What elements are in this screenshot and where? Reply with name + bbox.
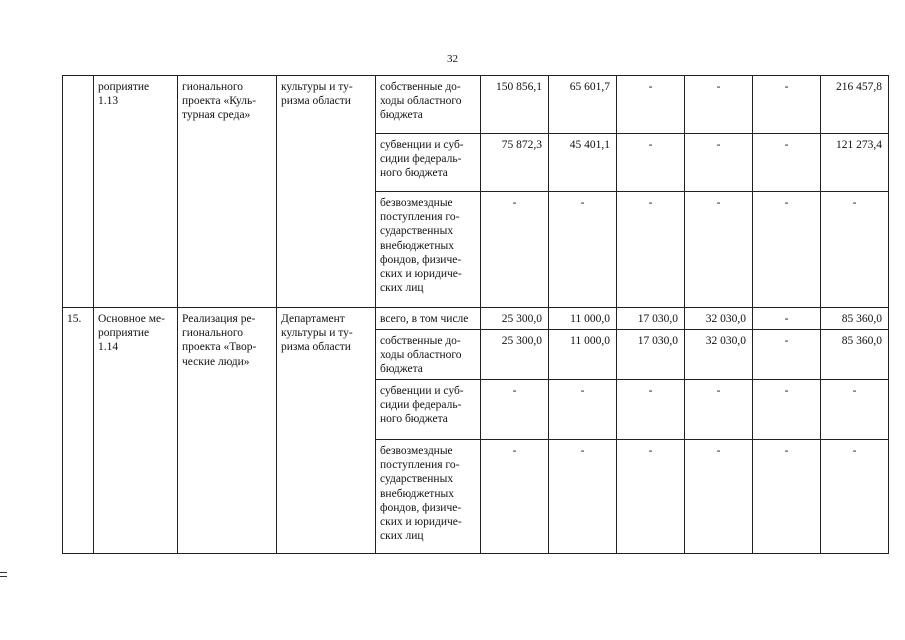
year-value-cell: -: [617, 134, 685, 192]
year-value-cell: -: [617, 192, 685, 308]
year-value-cell: -: [481, 192, 549, 308]
page-number: 32: [447, 53, 458, 65]
table-row: [63, 308, 889, 330]
funding-source-cell: собственные до- ходы областного бюджета: [376, 330, 481, 380]
year-value-cell: 11 000,0: [549, 308, 617, 330]
total-value-cell: 121 273,4: [821, 134, 889, 192]
funding-source-cell: всего, в том числе: [376, 308, 481, 330]
year-value-cell: -: [685, 76, 753, 134]
total-value-cell: -: [821, 192, 889, 308]
project-name-cell: Реализация ре- гионального проекта «Твор- ческие люди»: [178, 308, 277, 554]
year-value-cell: -: [617, 440, 685, 554]
budget-table-container: [62, 75, 889, 554]
funding-source-cell: безвозмездные поступления го- сударственных внебюджетных фондов, физиче- ских и юридиче- ских лиц: [376, 440, 481, 554]
executor-cell: Департамент культуры и ту- ризма области: [277, 308, 376, 554]
year-value-cell: 17 030,0: [617, 330, 685, 380]
year-value-cell: -: [685, 192, 753, 308]
year-value-cell: -: [617, 380, 685, 440]
funding-source-cell: безвозмездные поступления го- сударственных внебюджетных фондов, физиче- ских и юридиче- ских лиц: [376, 192, 481, 308]
year-value-cell: -: [549, 192, 617, 308]
year-value-cell: -: [685, 440, 753, 554]
funding-source-cell: собственные до- ходы областного бюджета: [376, 76, 481, 134]
year-value-cell: -: [753, 134, 821, 192]
year-value-cell: -: [481, 440, 549, 554]
executor-cell: культуры и ту- ризма области: [277, 76, 376, 308]
year-value-cell: -: [549, 380, 617, 440]
year-value-cell: -: [685, 380, 753, 440]
year-value-cell: 32 030,0: [685, 330, 753, 380]
event-name-cell: Основное ме- роприятие 1.14: [94, 308, 178, 554]
year-value-cell: -: [685, 134, 753, 192]
total-value-cell: -: [821, 380, 889, 440]
year-value-cell: -: [753, 192, 821, 308]
year-value-cell: 32 030,0: [685, 308, 753, 330]
project-name-cell: гионального проекта «Куль- турная среда»: [178, 76, 277, 308]
year-value-cell: -: [549, 440, 617, 554]
funding-source-cell: субвенции и суб- сидии федераль- ного бюджета: [376, 134, 481, 192]
year-value-cell: -: [753, 308, 821, 330]
table-body: [63, 76, 889, 554]
table-row: [63, 76, 889, 134]
margin-mark: [0, 572, 7, 577]
year-value-cell: -: [753, 380, 821, 440]
year-value-cell: -: [753, 330, 821, 380]
year-value-cell: 45 401,1: [549, 134, 617, 192]
row-number-cell: [63, 76, 94, 308]
year-value-cell: 65 601,7: [549, 76, 617, 134]
year-value-cell: 25 300,0: [481, 330, 549, 380]
total-value-cell: 216 457,8: [821, 76, 889, 134]
year-value-cell: -: [753, 440, 821, 554]
total-value-cell: -: [821, 440, 889, 554]
budget-table: [62, 75, 889, 554]
year-value-cell: 17 030,0: [617, 308, 685, 330]
year-value-cell: 11 000,0: [549, 330, 617, 380]
year-value-cell: 75 872,3: [481, 134, 549, 192]
year-value-cell: -: [617, 76, 685, 134]
total-value-cell: 85 360,0: [821, 308, 889, 330]
total-value-cell: 85 360,0: [821, 330, 889, 380]
year-value-cell: 150 856,1: [481, 76, 549, 134]
row-number-cell: 15.: [63, 308, 94, 554]
event-name-cell: роприятие 1.13: [94, 76, 178, 308]
year-value-cell: 25 300,0: [481, 308, 549, 330]
funding-source-cell: субвенции и суб- сидии федераль- ного бюджета: [376, 380, 481, 440]
year-value-cell: -: [753, 76, 821, 134]
year-value-cell: -: [481, 380, 549, 440]
